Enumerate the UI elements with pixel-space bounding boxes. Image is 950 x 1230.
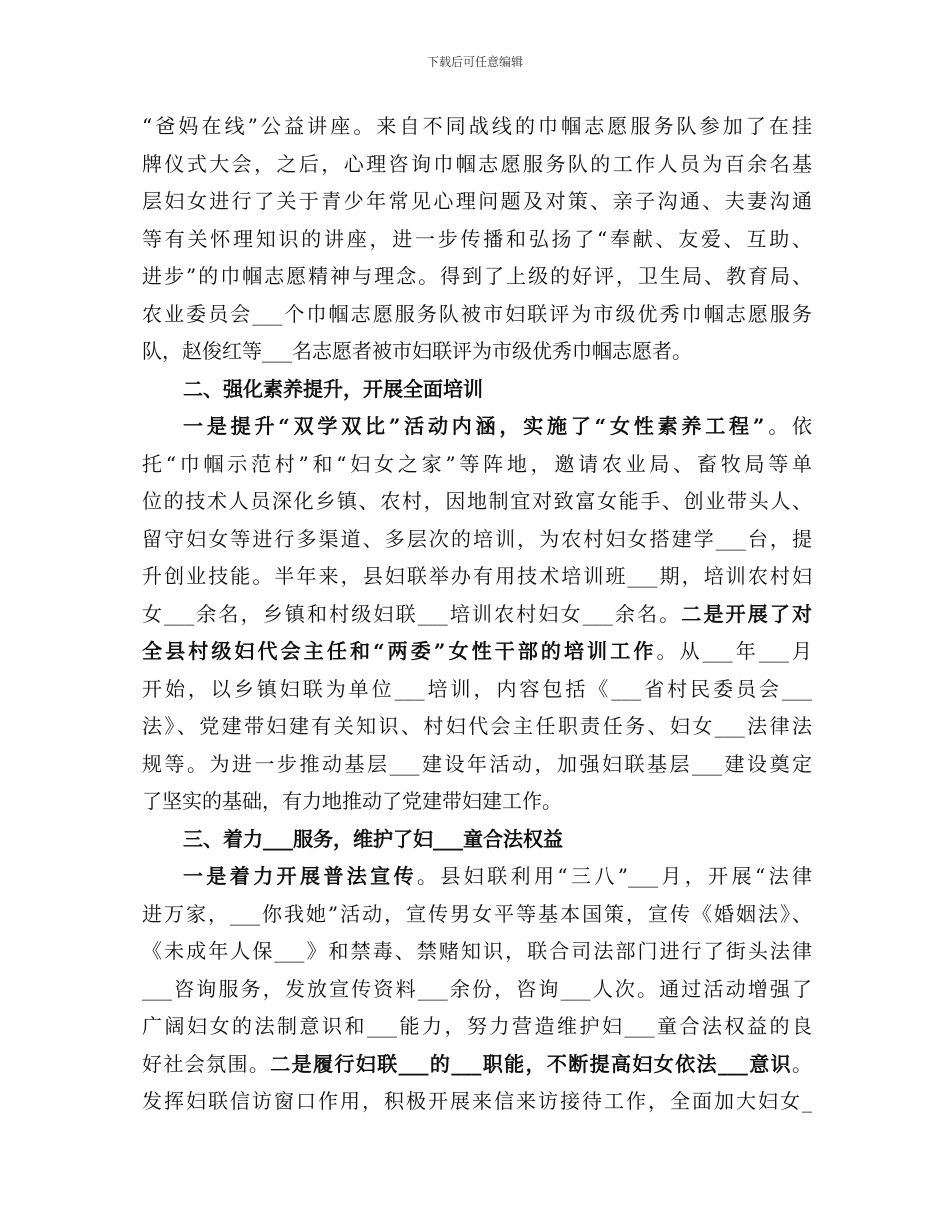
text-segment: 升创业技能。半年来，县妇联举办有用技术培训班___期，培训农村妇 <box>142 564 812 588</box>
text-segment: 。县妇联利用“三八”___月，开展“法律 <box>416 864 812 888</box>
bold-text-segment: 一是提升“双学双比”活动内涵，实施了“女性素养工程” <box>183 414 765 438</box>
text-line <box>142 258 812 296</box>
text-segment: ___咨询服务，发放宣传资料___余份，咨询___人次。通过活动增强了 <box>142 976 812 1001</box>
text-segment: 留守妇女等进行多渠道、多层次的培训，为农村妇女搭建学___台，提 <box>142 526 812 551</box>
text-segment: 等有关怀理知识的讲座，进一步传播和弘扬了“奉献、友爱、互助、 <box>142 226 812 251</box>
text-line <box>142 221 812 259</box>
text-segment: 。从___年___月 <box>656 639 812 663</box>
text-line <box>142 446 812 484</box>
text-segment: 托“巾帼示范村”和“妇女之家”等阵地，邀请农业局、畜牧局等单 <box>142 451 812 476</box>
text-line <box>142 333 812 371</box>
text-line <box>142 671 812 709</box>
text-segment: 广阔妇女的法制意识和___能力，努力营造维护妇___童合法权益的良 <box>142 1014 812 1038</box>
bold-text-segment: 全县村级妇代会主任和“两委”女性干部的培训工作 <box>142 639 657 663</box>
text-line <box>142 1046 812 1084</box>
bold-text-segment: 三、着力___服务，维护了妇___童合法权益 <box>183 826 563 851</box>
text-segment: 规等。为进一步推动基层___建设年活动，加强妇联基层___建设奠定 <box>142 751 812 776</box>
text-line <box>142 296 812 334</box>
text-segment: 队，赵俊红等___名志愿者被市妇联评为市级优秀巾帼志愿者。 <box>142 339 692 363</box>
text-segment: 开始，以乡镇妇联为单位___培训，内容包括《___省村民委员会___ <box>142 676 812 701</box>
text-line <box>142 558 812 596</box>
bold-text-segment: 二、强化素养提升，开展全面培训 <box>183 376 483 401</box>
text-line <box>142 858 812 896</box>
bold-text-segment: 一是着力开展普法宣传 <box>183 864 417 888</box>
text-segment: 牌仪式大会，之后，心理咨询巾帼志愿服务队的工作人员为百余名基 <box>142 151 812 176</box>
text-segment: 了坚实的基础，有力地推动了党建带妇建工作。 <box>142 789 562 813</box>
text-segment: 法》、党建带妇建有关知识、村妇代会主任职责任务、妇女___法律法 <box>142 714 812 738</box>
text-segment: 《未成年人保___》和禁毒、禁赌知识，联合司法部门进行了街头法律 <box>142 939 812 963</box>
text-line <box>142 371 812 409</box>
text-line <box>142 521 812 559</box>
text-line <box>142 933 812 971</box>
text-line <box>142 483 812 521</box>
text-line <box>142 183 812 221</box>
text-line <box>142 971 812 1009</box>
text-segment: 女___余名，乡镇和村级妇联___培训农村妇女___余名。 <box>142 601 682 626</box>
text-segment: “爸妈在线”公益讲座。来自不同战线的巾帼志愿服务队参加了在挂 <box>142 114 812 138</box>
text-line <box>142 746 812 784</box>
bold-text-segment: 二是开展了对 <box>681 601 812 626</box>
text-segment: 位的技术人员深化乡镇、农村，因地制宜对致富女能手、创业带头人、 <box>142 489 812 513</box>
text-line <box>142 408 812 446</box>
text-line <box>142 1083 812 1121</box>
text-line <box>142 596 812 634</box>
text-segment: 好社会氛围。 <box>142 1051 271 1076</box>
text-segment: 发挥妇联信访窗口作用，积极开展来信来访接待工作，全面加大妇女_ <box>142 1089 812 1113</box>
text-line <box>142 146 812 184</box>
text-line <box>142 1008 812 1046</box>
text-line <box>142 708 812 746</box>
text-line <box>142 821 812 859</box>
text-segment: 进万家，___你我她”活动，宣传男女平等基本国策，宣传《婚姻法》、 <box>142 901 812 926</box>
text-segment: 进步”的巾帼志愿精神与理念。得到了上级的好评，卫生局、教育局、 <box>142 264 812 288</box>
text-segment: 层妇女进行了关于青少年常见心理问题及对策、亲子沟通、夫妻沟通 <box>142 189 812 213</box>
text-line <box>142 633 812 671</box>
text-segment: 农业委员会___个巾帼志愿服务队被市妇联评为市级优秀巾帼志愿服务 <box>142 301 812 326</box>
text-line <box>142 896 812 934</box>
bold-text-segment: 二是履行妇联___的___职能，不断提高妇女依法___意识 <box>270 1051 793 1076</box>
document-body <box>142 108 812 1121</box>
text-segment: 。 <box>792 1051 812 1076</box>
text-line <box>142 108 812 146</box>
page-header: 下载后可任意编辑 <box>426 55 523 69</box>
text-line <box>142 783 812 821</box>
text-segment: 。依 <box>764 414 812 438</box>
